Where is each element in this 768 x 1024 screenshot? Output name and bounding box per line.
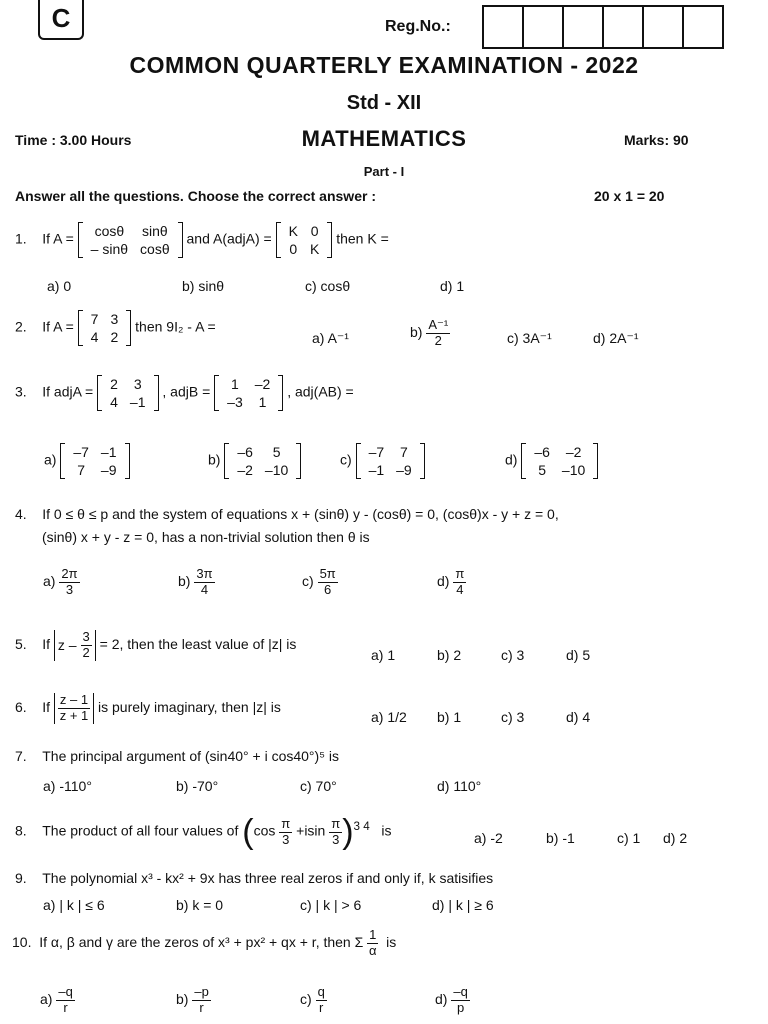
option-c: c) 3 — [501, 709, 525, 725]
question-text: is purely imaginary, then |z| is — [98, 699, 281, 716]
question-2 — [15, 310, 216, 346]
option-d: d) $\frac{-q}{p}$ — [435, 984, 468, 1015]
reg-box — [684, 7, 722, 47]
option-b: b) sinθ — [182, 278, 225, 294]
matrix-k: K 0 0 K — [276, 222, 333, 258]
reg-no-boxes — [482, 5, 724, 49]
matrix-a: cosθ sinθ – sinθ cosθ — [78, 222, 183, 258]
series-logo: C — [38, 0, 84, 40]
question-text: , adj(AB) = — [287, 383, 354, 400]
time-label: Time : 3.00 Hours — [15, 132, 132, 148]
question-number: 7. — [15, 748, 27, 764]
reg-box — [484, 7, 524, 47]
option-a: a) | k | ≤ 6 — [43, 897, 105, 913]
question-4 — [15, 506, 559, 522]
question-number: 9. — [15, 870, 27, 886]
question-6: 6. If $\frac{z - 1}{z + 1}$ is purely imaginary, then |z| is — [15, 692, 281, 723]
question-5: 5. If z – $\frac{3}{2}$ = 2, then the least value of |z| is — [15, 629, 297, 660]
option-a: a) A⁻¹ — [312, 330, 349, 346]
modulus-expression: $\frac{z - 1}{z + 1}$ — [54, 693, 94, 724]
question-text: The polynomial x³ - kx² + 9x has three real zeros if and only if, k satisifies — [42, 870, 494, 886]
option-b: b) k = 0 — [176, 897, 224, 913]
question-text: If α, β and γ are the zeros of x³ + px² + qx + r, then Σ — [39, 934, 364, 951]
option-d: d) 4 — [566, 709, 591, 725]
question-text: , adjB = — [162, 383, 211, 400]
option-b: b) -1 — [546, 830, 575, 846]
subject-title: MATHEMATICS — [301, 126, 467, 151]
question-text: and A(adjA) = — [186, 230, 272, 247]
option-d: d) $\frac{\pi}{4}$ — [437, 566, 465, 597]
matrix-adj-b: 1 –2 –3 1 — [214, 375, 283, 411]
marks-label: Marks: 90 — [624, 132, 689, 148]
question-text: The principal argument of (sin40° + i cos40°)⁵ is — [42, 748, 339, 764]
part-heading: Part - I — [363, 164, 405, 179]
reg-box — [524, 7, 564, 47]
question-7 — [15, 748, 339, 764]
modulus-expression: z – $\frac{3}{2}$ — [54, 630, 96, 661]
matrix-adj-a: 2 3 4 –1 — [97, 375, 158, 411]
option-d: d) | k | ≥ 6 — [432, 897, 494, 913]
option-a: a) 1 — [371, 647, 396, 663]
option-a: a) $\frac{2\pi}{3}$ — [43, 566, 78, 597]
question-number: 8. — [15, 822, 27, 839]
score-scheme: 20 x 1 = 20 — [594, 188, 665, 204]
question-number: 4. — [15, 506, 27, 522]
option-a: a) 0 — [47, 278, 72, 294]
option-c: c) 3A⁻¹ — [507, 330, 552, 346]
question-text: = 2, then the least value of |z| is — [99, 636, 297, 653]
option-d: d) 2A⁻¹ — [593, 330, 639, 346]
option-b: b) -70° — [176, 778, 219, 794]
option-c: c) 70° — [300, 778, 337, 794]
option-d: d) 2 — [663, 830, 688, 846]
reg-box — [644, 7, 684, 47]
option-c: c) –7 7 –1 –9 — [340, 443, 425, 479]
option-c: c) $\frac{5\pi}{6}$ — [302, 566, 336, 597]
reg-box — [564, 7, 604, 47]
reg-box — [604, 7, 644, 47]
option-c: c) $\frac{q}{r}$ — [300, 984, 325, 1015]
option-d: d) 5 — [566, 647, 591, 663]
option-b: b) 1 — [437, 709, 462, 725]
question-number: 2. — [15, 318, 27, 335]
reg-no-label: Reg.No.: — [385, 18, 451, 35]
question-text: If A = — [42, 230, 74, 247]
option-a: a) -2 — [474, 830, 503, 846]
exam-title: COMMON QUARTERLY EXAMINATION - 2022 — [129, 52, 639, 78]
question-number: 3. — [15, 383, 27, 400]
standard: Std - XII — [346, 92, 422, 114]
question-text: If 0 ≤ θ ≤ p and the system of equations x + (sinθ) y - (cosθ) = 0, (cosθ)x - y + z = 0, — [42, 506, 559, 522]
option-a: a) –7 –1 7 –9 — [44, 443, 130, 479]
option-d: d) 1 — [440, 278, 465, 294]
option-d: d) 110° — [437, 778, 482, 794]
question-text: If adjA = — [42, 383, 94, 400]
option-b: b) $\frac{\text{A⁻¹}}{2}$ — [410, 317, 449, 348]
question-3 — [15, 375, 354, 411]
question-4-line-2: (sinθ) x + y - z = 0, has a non-trivial solution then θ is — [42, 529, 370, 545]
question-text: then 9I₂ - A = — [135, 318, 216, 335]
option-a: a) -110° — [43, 778, 92, 794]
question-number: 6. — [15, 699, 27, 716]
question-10: 10. If α, β and γ are the zeros of x³ + px² + qx + r, then Σ $\frac{1}{\alpha}$ is — [12, 927, 397, 958]
instruction: Answer all the questions. Choose the correct answer : — [15, 188, 376, 204]
option-c: c) 1 — [617, 830, 641, 846]
question-8: 8. The product of all four values of (cos $\frac{\pi}{3}$ +isin $\frac{\pi}{3}$ )$^{3 4}$ is — [15, 813, 392, 851]
option-b: b) $\frac{-p}{r}$ — [176, 984, 209, 1015]
option-b: b) 2 — [437, 647, 462, 663]
option-b: b) $\frac{3\pi}{4}$ — [178, 566, 213, 597]
option-a: a) $\frac{-q}{r}$ — [40, 984, 73, 1015]
question-number: 5. — [15, 636, 27, 653]
question-text: If A = — [42, 318, 74, 335]
option-a: a) 1/2 — [371, 709, 407, 725]
question-number: 10. — [12, 934, 32, 951]
question-1 — [15, 222, 389, 258]
question-text: then K = — [336, 230, 389, 247]
option-c: c) 3 — [501, 647, 525, 663]
option-b: b) –6 5 –2 –10 — [208, 443, 301, 479]
matrix-a: 7 3 4 2 — [78, 310, 132, 346]
question-text: The product of all four values of — [42, 822, 239, 839]
question-number: 1. — [15, 230, 27, 247]
option-c: c) | k | > 6 — [300, 897, 362, 913]
question-9 — [15, 870, 493, 886]
option-d: d) –6 –2 5 –10 — [505, 443, 598, 479]
option-c: c) cosθ — [305, 278, 351, 294]
